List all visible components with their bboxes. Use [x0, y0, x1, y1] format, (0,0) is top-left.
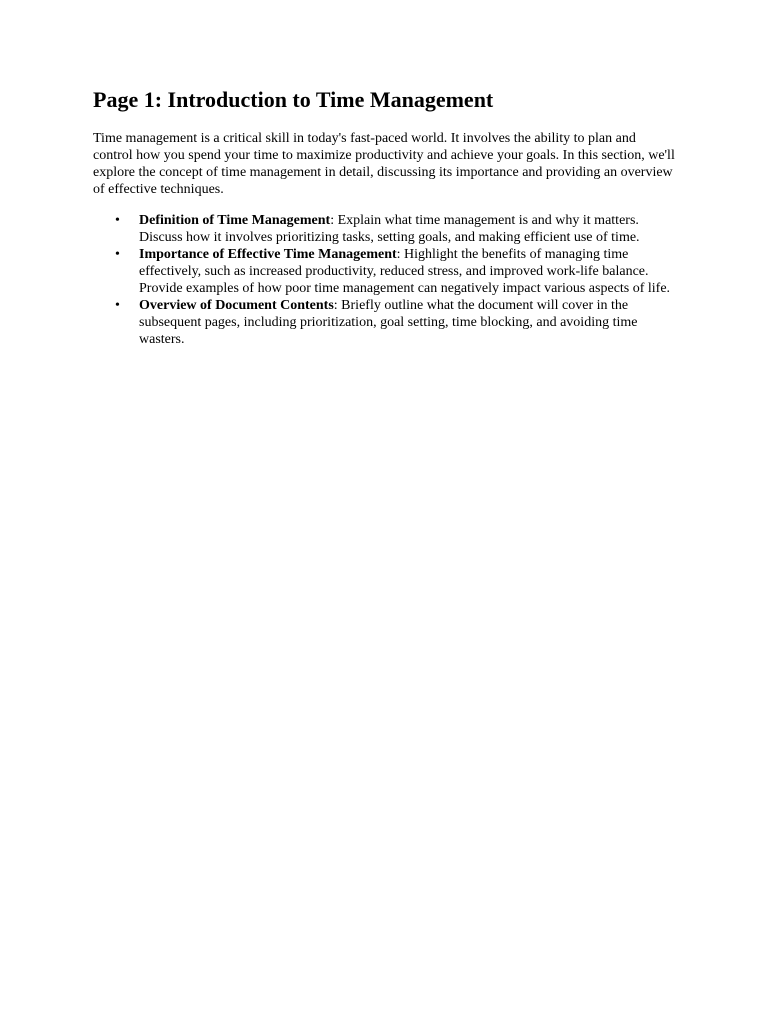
list-item-term: Definition of Time Management — [139, 213, 331, 228]
list-item — [115, 246, 678, 297]
list-item-text: : Explain what time management is and why it matters. Discuss how it involves prioritizing tasks, setting goals, and making efficient use of time. — [139, 213, 640, 245]
topic-list — [93, 212, 678, 348]
list-item-text: : Highlight the benefits of managing time effectively, such as increased productivity, reduced stress, and improved work-life balance. Provide examples of how poor time management can negatively impact various aspects of life. — [139, 247, 671, 296]
bullet-icon: • — [115, 298, 120, 313]
bullet-icon: • — [115, 247, 120, 262]
list-item — [115, 297, 678, 348]
list-item-term: Overview of Document Contents — [139, 298, 334, 313]
intro-paragraph: Time management is a critical skill in today's fast-paced world. It involves the ability to plan and control how you spend your time to maximize productivity and achieve your goals. In this section, we'll explore the concept of time management in detail, discussing its importance and providing an overview of effective techniques. — [93, 131, 675, 197]
list-item-term: Importance of Effective Time Management — [139, 247, 397, 262]
bullet-icon: • — [115, 213, 120, 228]
list-item-text: : Briefly outline what the document will cover in the subsequent pages, including prioritization, goal setting, time blocking, and avoiding time wasters. — [139, 298, 638, 347]
document-page — [93, 86, 678, 348]
page-title: Page 1: Introduction to Time Management — [93, 87, 494, 112]
list-item — [115, 212, 678, 246]
